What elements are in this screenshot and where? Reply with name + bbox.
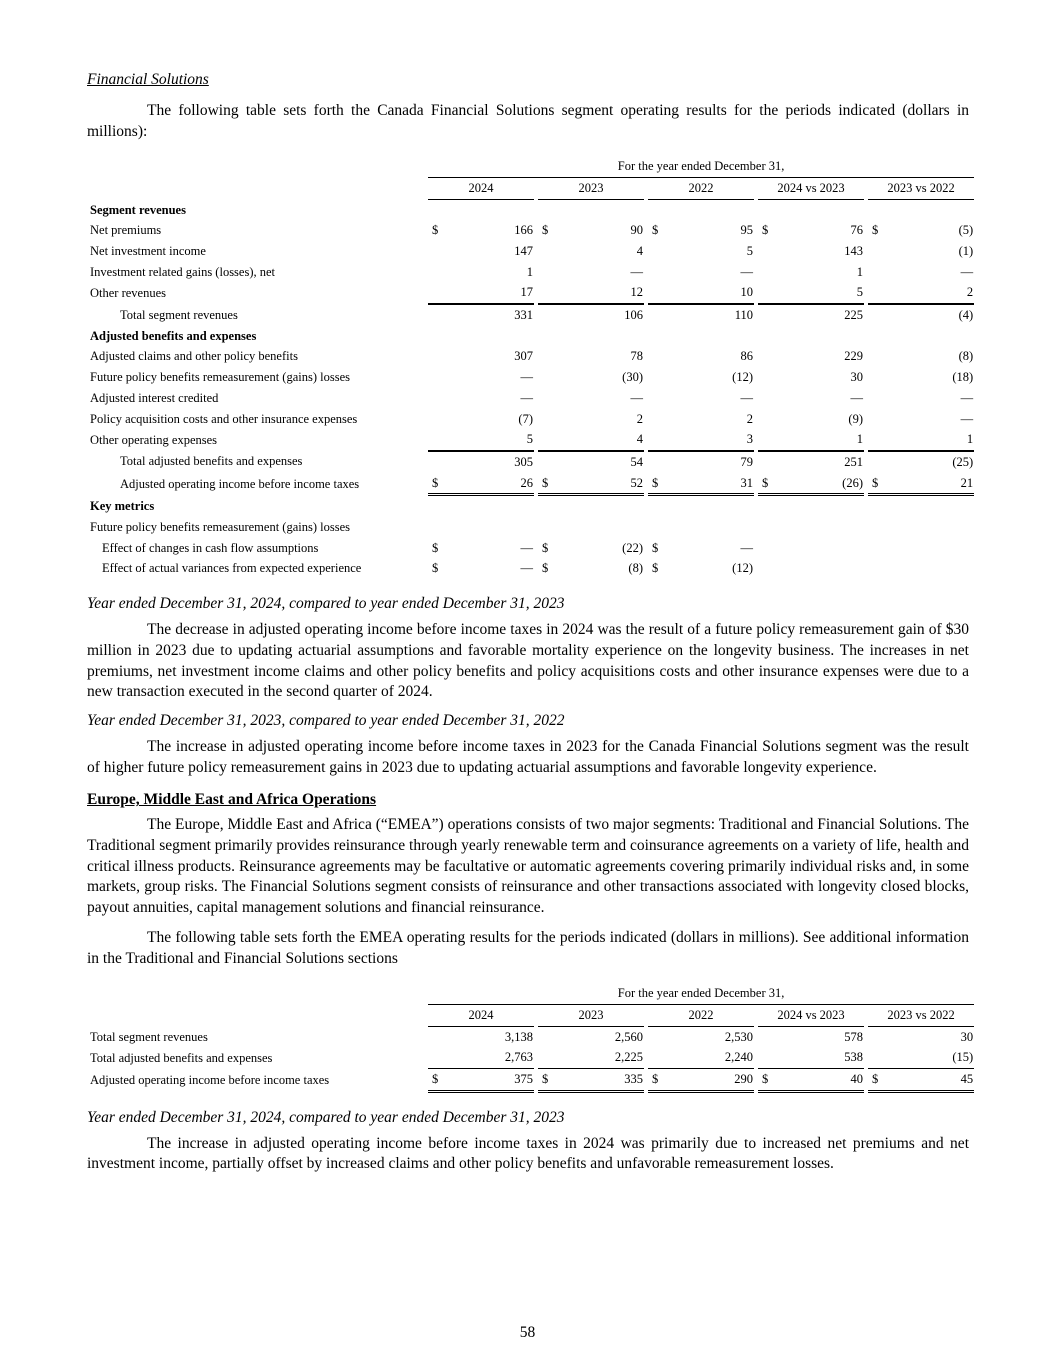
t1-dollar-sign [868,451,888,473]
t2-cell-value: 45 [888,1069,974,1093]
t1-row-label: Adjusted benefits and expenses [90,328,257,343]
t1-cell-value: 2 [636,411,643,426]
t1-cell-value: 30 [850,370,863,385]
t2-row-label: Adjusted operating income before income taxes [90,1073,330,1088]
t1-row [87,283,974,305]
t1-cell-value [668,517,754,538]
t1-cell-value: 1 [778,429,864,451]
t2-cell-value: 3,138 [504,1029,533,1044]
t1-dollar-sign [538,283,558,305]
t2-cell-value: 30 [960,1029,974,1044]
t1-cell-value: 76 [850,223,863,238]
t1-row [87,473,974,497]
t2-dollar-sign: $ [648,1069,668,1093]
t1-cell-value: 305 [448,451,534,473]
t1-cell-value: 2 [888,283,974,305]
t1-cell-value: 331 [448,304,534,326]
t1-cell-value [888,326,974,347]
t2-dollar-sign: $ [428,1069,448,1093]
t1-dollar-sign: $ [432,540,439,555]
t1-cell-value: (22) [622,540,643,555]
t1-col-header-0: 2024 [428,178,534,200]
paragraph-2024-decrease: The decrease in adjusted operating income before income taxes in 2024 was the result of a future policy remeasurement gain of $30 million in 2023 due to updating actuarial assumptions and favorable mortality experience on the longevity business. The increases in net premiums, net investment income claims and other policy benefits and policy acquisitions costs and other insurance expenses were due to a new transaction executed in the second quarter of 2024. [87,621,969,701]
t1-dollar-sign [868,388,888,409]
t1-cell-value: 3 [668,429,754,451]
t1-cell-value: — [740,390,753,405]
t1-row [87,538,974,559]
t1-dollar-sign [428,262,448,283]
t1-dollar-sign [868,496,888,517]
t1-dollar-sign [648,326,668,347]
t1-cell-value: — [630,264,643,279]
t1-dollar-sign: $ [648,473,668,497]
t1-cell-value: 86 [740,349,753,364]
t1-cell-value: (25) [888,451,974,473]
fs-intro-paragraph: The following table sets forth the Canada Financial Solutions segment operating results for the periods indicated (dollars in millions): [87,102,969,140]
t1-row [87,220,974,241]
t1-dollar-sign: $ [542,540,549,555]
t1-cell-value: — [960,390,974,405]
t1-cell-value [778,517,864,538]
comparison-heading-2024: Year ended December 31, 2024, compared to year ended December 31, 2023 [87,595,565,613]
t1-dollar-sign [538,304,558,326]
t2-dollar-sign [428,1047,448,1069]
t1-row [87,326,974,347]
t2-header-row [87,1005,974,1027]
t1-dollar-sign: $ [432,223,439,238]
t1-dollar-sign [538,429,558,451]
t1-dollar-sign [758,388,778,409]
t2-cell-value: 538 [778,1047,864,1069]
t1-cell-value [778,496,864,517]
t1-row-label: Segment revenues [90,202,186,217]
t1-dollar-sign [428,388,448,409]
t1-dollar-sign [538,517,558,538]
t1-row-label: Total adjusted benefits and expenses [120,454,303,469]
t1-super-header-row [87,156,974,178]
t1-cell-value: 4 [558,429,644,451]
t1-cell-value: 17 [448,283,534,305]
t1-cell-value [448,200,534,221]
canada-fs-results-table [87,156,974,579]
t1-dollar-sign [428,429,448,451]
t1-cell-value: 2 [746,411,753,426]
financial-solutions-title: Financial Solutions [87,71,209,88]
t1-cell-value [448,496,534,517]
t2-dollar-sign [648,1027,668,1048]
t2-dollar-sign: $ [868,1069,888,1093]
t1-dollar-sign [648,496,668,517]
t2-cell-value: 2,763 [448,1047,534,1069]
t1-cell-value [888,496,974,517]
t1-dollar-sign [538,451,558,473]
t1-dollar-sign [758,367,778,388]
t1-row-label: Investment related gains (losses), net [90,264,276,279]
t1-dollar-sign [538,409,558,430]
emea-title: Europe, Middle East and Africa Operations [87,791,377,809]
t1-cell-value: — [850,390,863,405]
t1-cell-value: (30) [622,370,643,385]
t1-dollar-sign [758,409,778,430]
t1-cell-value: (26) [778,473,864,497]
t1-dollar-sign [868,517,888,538]
comparison-heading-2023: Year ended December 31, 2023, compared to year ended December 31, 2022 [87,711,565,729]
t2-row [87,1047,974,1069]
t1-dollar-sign [868,367,888,388]
t1-cell-value: 5 [448,429,534,451]
t1-cell-value: — [520,390,533,405]
t1-dollar-sign [648,283,668,305]
t1-cell-value [448,517,534,538]
t2-dollar-sign [648,1047,668,1069]
t2-col-header-0: 2024 [428,1005,534,1027]
t2-super-header: For the year ended December 31, [428,983,974,1005]
t1-dollar-sign [758,326,778,347]
t1-row [87,451,974,473]
t1-dollar-sign [758,538,778,559]
emea-comparison-heading: Year ended December 31, 2024, compared to year ended December 31, 2023 [87,1108,565,1126]
t1-cell-value [558,517,644,538]
t1-dollar-sign [758,200,778,221]
t1-cell-value: 229 [844,349,863,364]
t1-cell-value: 90 [630,223,643,238]
t1-cell-value: (12) [732,370,753,385]
t1-row [87,409,974,430]
t1-col-header-2: 2022 [648,178,754,200]
t1-dollar-sign [868,558,888,579]
t1-dollar-sign [428,451,448,473]
t2-super-header-row [87,983,974,1005]
t1-dollar-sign [648,409,668,430]
t1-super-header: For the year ended December 31, [428,156,974,178]
t1-cell-value: 52 [558,473,644,497]
t1-cell-value: (8) [628,561,643,576]
t1-header-row [87,178,974,200]
t2-row [87,1069,974,1093]
t1-row-label: Key metrics [90,499,155,514]
t2-cell-value: 578 [844,1029,863,1044]
t1-row-label: Adjusted claims and other policy benefits [90,349,298,364]
t1-dollar-sign [538,262,558,283]
t2-cell-value: 2,530 [724,1029,753,1044]
t1-cell-value: 31 [668,473,754,497]
t1-dollar-sign [648,304,668,326]
t1-dollar-sign: $ [432,561,439,576]
t1-dollar-sign: $ [872,223,879,238]
t1-row-label: Net investment income [90,244,206,258]
t1-row [87,558,974,579]
t1-dollar-sign [758,283,778,305]
t1-cell-value: — [520,540,533,555]
t1-row-label: Effect of changes in cash flow assumptions [102,540,319,555]
t1-dollar-sign [758,451,778,473]
t1-cell-value: — [520,370,533,385]
t1-dollar-sign [868,200,888,221]
t2-dollar-sign: $ [538,1069,558,1093]
t2-dollar-sign [758,1027,778,1048]
t1-dollar-sign: $ [538,473,558,497]
t1-row [87,367,974,388]
t1-cell-value: (8) [958,349,974,364]
t1-dollar-sign [428,283,448,305]
t1-dollar-sign [538,241,558,262]
t2-row-label: Total segment revenues [90,1029,208,1044]
t1-dollar-sign [428,517,448,538]
t1-dollar-sign [868,304,888,326]
t1-cell-value: 10 [668,283,754,305]
emea-results-table [87,983,974,1092]
t1-col-header-3: 2024 vs 2023 [758,178,864,200]
t1-cell-value: 5 [746,244,753,258]
t1-row-label: Other operating expenses [90,432,218,447]
t1-cell-value: — [520,561,533,576]
emea-overview-paragraph: The Europe, Middle East and Africa (“EMEA”) operations consists of two major segments: Traditional and Financial Solutions. The Traditional segment primarily provides reinsurance through yearly renewable term and coinsurance agreements on a variety of life, health and critical illness products. Reinsurance agreements may be facultative or automatic agreements covering primarily individual risks and, in some markets, group risks. The Financial Solutions segment consists of reinsurance and other transactions associated with longevity closed blocks, payout annuities, capital management solutions and financial reinsurance. [87,816,969,917]
t2-col-header-4: 2023 vs 2022 [868,1005,974,1027]
t1-dollar-sign [758,429,778,451]
t1-cell-value: 78 [630,349,643,364]
t1-cell-value [778,200,864,221]
t1-cell-value: 1 [856,264,863,279]
t1-cell-value: 5 [778,283,864,305]
t1-dollar-sign: $ [652,540,659,555]
t1-dollar-sign [648,429,668,451]
t1-cell-value [668,496,754,517]
t1-cell-value: 307 [514,349,533,364]
t2-dollar-sign [428,1027,448,1048]
t1-cell-value [558,496,644,517]
t1-cell-value [558,200,644,221]
t1-cell-value [888,517,974,538]
t1-row [87,388,974,409]
t2-row-label: Total adjusted benefits and expenses [90,1050,273,1065]
t1-row-label: Future policy benefits remeasurement (gains) losses [90,519,350,534]
t2-cell-value: (15) [888,1047,974,1069]
t1-dollar-sign [428,241,448,262]
t1-dollar-sign [648,367,668,388]
t1-dollar-sign: $ [762,223,769,238]
t1-cell-value: (5) [958,223,974,238]
t1-cell-value: 79 [668,451,754,473]
t1-dollar-sign [868,326,888,347]
t1-dollar-sign: $ [652,223,659,238]
t1-cell-value [668,326,754,347]
t2-dollar-sign [538,1047,558,1069]
t1-dollar-sign: $ [868,473,888,497]
t1-dollar-sign [758,558,778,579]
t1-cell-value: — [630,390,643,405]
t1-cell-value: 166 [514,223,533,238]
t1-cell-value [448,326,534,347]
t1-cell-value: 95 [740,223,753,238]
t2-dollar-sign [868,1027,888,1048]
t1-row [87,347,974,368]
t1-row [87,304,974,326]
t1-row [87,517,974,538]
t1-dollar-sign [428,304,448,326]
t1-cell-value: — [740,540,753,555]
t1-cell-value: 1 [888,429,974,451]
page-content [87,60,974,1175]
t1-row [87,429,974,451]
t2-row [87,1027,974,1048]
t1-dollar-sign [428,496,448,517]
t1-dollar-sign [758,347,778,368]
t1-dollar-sign [648,347,668,368]
paragraph-2023-increase: The increase in adjusted operating income before income taxes in 2023 for the Canada Financial Solutions segment was the result of higher future policy remeasurement gains in 2023 due to updating actuarial assumptions and favorable longevity experience. [87,737,969,776]
t1-cell-value [888,538,974,559]
t1-col-header-1: 2023 [538,178,644,200]
t1-row [87,496,974,517]
t1-cell-value: — [740,264,753,279]
t1-dollar-sign [428,409,448,430]
t2-cell-value: 2,560 [614,1029,643,1044]
t1-cell-value: 54 [558,451,644,473]
t1-dollar-sign [868,241,888,262]
t1-dollar-sign [538,367,558,388]
t1-cell-value: 110 [668,304,754,326]
t1-cell-value [888,558,974,579]
t1-row-label: Future policy benefits remeasurement (gains) losses [90,370,350,385]
t1-row [87,241,974,262]
t1-dollar-sign: $ [428,473,448,497]
t1-cell-value: (4) [888,304,974,326]
t1-cell-value: — [960,264,974,279]
t2-cell-value: 335 [558,1069,644,1093]
t2-dollar-sign [538,1027,558,1048]
t2-cell-value: 375 [448,1069,534,1093]
t1-dollar-sign [868,262,888,283]
t1-row-label: Adjusted operating income before income taxes [120,477,360,492]
t1-dollar-sign [758,517,778,538]
t1-row-label: Other revenues [90,285,167,300]
t1-cell-value: 12 [558,283,644,305]
t1-cell-value: 143 [844,244,863,258]
t2-dollar-sign [868,1047,888,1069]
t2-dollar-sign: $ [758,1069,778,1093]
t1-dollar-sign [428,347,448,368]
t1-cell-value: 26 [448,473,534,497]
t1-dollar-sign [648,517,668,538]
t1-cell-value [888,200,974,221]
t1-row-label: Net premiums [90,223,162,238]
page-number: 58 [519,1324,536,1341]
t1-row-label: Policy acquisition costs and other insurance expenses [90,411,358,426]
t1-dollar-sign [868,538,888,559]
t2-cell-value: 2,225 [558,1047,644,1069]
t1-dollar-sign [648,262,668,283]
t1-dollar-sign [758,304,778,326]
t1-cell-value: 1 [526,264,533,279]
t1-cell-value: 251 [778,451,864,473]
t1-row-label: Total segment revenues [120,307,238,322]
t1-col-header-4: 2023 vs 2022 [868,178,974,200]
t2-dollar-sign [758,1047,778,1069]
t1-dollar-sign [428,326,448,347]
emea-2024-paragraph: The increase in adjusted operating income before income taxes in 2024 was primarily due to increased net premiums and net investment income, partially offset by increased claims and other policy benefits and unfavorable remeasurement losses. [87,1134,969,1173]
t2-col-header-2: 2022 [648,1005,754,1027]
t1-cell-value: 225 [778,304,864,326]
t1-cell-value [668,200,754,221]
t1-dollar-sign: $ [758,473,778,497]
t2-col-header-1: 2023 [538,1005,644,1027]
t1-cell-value: — [960,411,974,426]
t1-cell-value: (12) [732,561,753,576]
t1-dollar-sign [538,347,558,368]
t1-cell-value [778,558,864,579]
t1-dollar-sign [868,409,888,430]
t1-cell-value: 21 [888,473,974,497]
t1-cell-value [558,326,644,347]
t1-row [87,200,974,221]
t1-dollar-sign: $ [542,223,549,238]
t1-dollar-sign [758,262,778,283]
t1-row [87,262,974,283]
t2-cell-value: 290 [668,1069,754,1093]
t1-dollar-sign [428,200,448,221]
t1-cell-value [778,326,864,347]
t1-cell-value: (7) [518,411,533,426]
t1-dollar-sign [538,326,558,347]
t1-dollar-sign [648,241,668,262]
t1-dollar-sign [648,200,668,221]
t2-cell-value: 40 [778,1069,864,1093]
t1-cell-value: 147 [514,244,533,258]
t1-dollar-sign [868,429,888,451]
t1-row-label: Effect of actual variances from expected experience [102,561,362,576]
t1-cell-value: (9) [848,411,863,426]
t1-dollar-sign [538,496,558,517]
t1-cell-value: (1) [958,244,974,258]
t1-dollar-sign: $ [652,561,659,576]
t1-cell-value: 106 [558,304,644,326]
t1-cell-value: (18) [952,370,974,385]
t1-cell-value [778,538,864,559]
t1-dollar-sign [868,347,888,368]
t1-dollar-sign [758,496,778,517]
t1-dollar-sign [648,388,668,409]
emea-table-intro: The following table sets forth the EMEA operating results for the periods indicated (dollars in millions). See additional information in the Traditional and Financial Solutions sections [87,928,969,967]
t1-dollar-sign [758,241,778,262]
t1-dollar-sign [648,451,668,473]
t1-dollar-sign [538,200,558,221]
t1-dollar-sign [428,367,448,388]
t1-dollar-sign [868,283,888,305]
t2-col-header-3: 2024 vs 2023 [758,1005,864,1027]
t2-cell-value: 2,240 [668,1047,754,1069]
t1-dollar-sign: $ [542,561,549,576]
t1-dollar-sign [538,388,558,409]
t1-row-label: Adjusted interest credited [90,390,219,405]
t1-cell-value: 4 [636,244,643,258]
